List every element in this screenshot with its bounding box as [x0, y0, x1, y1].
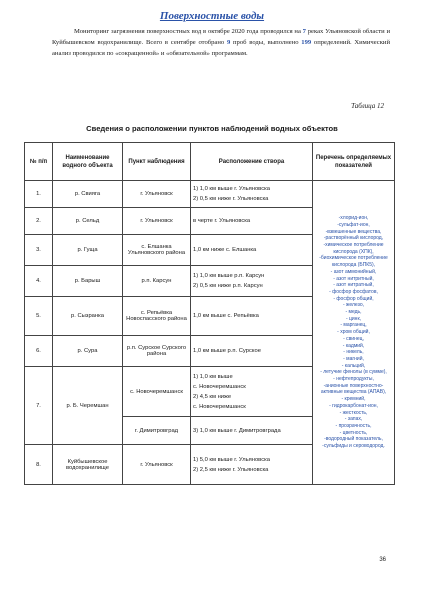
page-number: 36: [379, 557, 386, 563]
section-heading: Поверхностные воды: [159, 10, 265, 22]
indicator-item: -анионные поверхностно-активные вещества (АПАВ),: [320, 382, 387, 396]
table-title: Сведения о расположении пунктов наблюдений водных объектов: [86, 124, 338, 133]
observation-point: р.п. Карсун: [123, 266, 191, 297]
water-body: Куйбышевское водохранилище: [53, 445, 123, 485]
site-location: 3) 1,0 км выше г. Димитровграда: [191, 417, 313, 445]
water-body: р. Б. Черемшан: [53, 367, 123, 445]
indicator-item: - марганец,: [340, 322, 367, 329]
site-location: 1) 1,0 км выше р.п. Карсун 2) 0,5 км ниже р.п. Карсун: [191, 266, 313, 297]
indicator-item: - жесткость,: [339, 409, 368, 416]
samples-count: 9: [226, 39, 231, 47]
rivers-count: 7: [302, 28, 306, 35]
water-body: р. Сельд: [53, 208, 123, 235]
site-location: 1,0 км выше с. Репьёвка: [191, 297, 313, 336]
indicator-item: - хром общий,: [337, 329, 370, 336]
col-header-indicators: Перечень определяемых показателей: [313, 143, 395, 181]
indicator-item: - кремний,: [341, 396, 366, 403]
indicator-item: -растворённый кислород,: [323, 235, 384, 242]
observation-points-table: [24, 142, 395, 485]
indicator-item: - азот аммонийный,: [330, 268, 377, 275]
row-number: 2.: [25, 208, 53, 235]
indicator-item: - никель,: [343, 349, 364, 356]
observation-point: с. Елшанка Ульяновского района: [123, 235, 191, 266]
water-body: р. Сура: [53, 336, 123, 367]
indicator-item: -биохимическое потребление кислорода (БПК5),: [319, 255, 388, 269]
indicator-item: -хлорид-ион,: [338, 215, 369, 222]
indicator-item: - магний,: [343, 355, 364, 362]
indicator-item: - фосфор фосфатов,: [329, 288, 378, 295]
indicator-item: - азот нитратный,: [333, 282, 374, 289]
col-header-num: № п/п: [25, 143, 53, 181]
indicator-item: - прозрачность,: [335, 422, 372, 429]
site-location: в черте г. Ульяновска: [191, 208, 313, 235]
indicator-item: - гидрокарбонат-ион,: [329, 402, 378, 409]
site-location: 1) 1,0 км выше г. Ульяновска 2) 0,5 км ниже г. Ульяновска: [191, 181, 313, 208]
observation-point: с. Репьёвка Новоспасского района: [123, 297, 191, 336]
indicators-list: [313, 181, 395, 485]
indicator-item: - медь,: [345, 309, 362, 316]
table-row: [25, 181, 395, 208]
row-number: 4.: [25, 266, 53, 297]
row-number: 5.: [25, 297, 53, 336]
row-number: 6.: [25, 336, 53, 367]
water-body: р. Свияга: [53, 181, 123, 208]
site-location: 1) 1,0 км выше с. Новочеремшанск 2) 4,5 км ниже с. Новочеремшанск: [191, 367, 313, 417]
col-header-site: Расположение створа: [191, 143, 313, 181]
indicator-item: - кадмий,: [342, 342, 365, 349]
row-number: 8.: [25, 445, 53, 485]
determinations-count: 199: [301, 39, 312, 47]
row-number: 1.: [25, 181, 53, 208]
site-location: 1,0 км выше р.п. Сурское: [191, 336, 313, 367]
indicator-item: - цветность,: [339, 429, 368, 436]
indicator-item: -водородный показатель,: [324, 436, 383, 443]
indicator-item: - железо,: [342, 302, 364, 309]
indicator-item: -взвешенные вещества,: [325, 228, 382, 235]
site-location: 1) 5,0 км выше г. Ульяновска 2) 2,5 км ниже г. Ульяновска: [191, 445, 313, 485]
water-body: р. Гуща: [53, 235, 123, 266]
intro-paragraph: Мониторинг загрязнения поверхностных вод в октябре 2020 года проводился на 7 реках Ульяновской области и Куйбышевском водохранилище. Всего в сентябре отобрано 9 проб воды, выполнено 199 определений. Химический анализ проводился по «сокращенной» и «обязательной» программам.: [52, 28, 390, 58]
table-label: Таблица 12: [351, 102, 384, 110]
col-header-point: Пункт наблюдения: [123, 143, 191, 181]
water-body: р. Сызранка: [53, 297, 123, 336]
col-header-water-body: Наименование водного объекта: [53, 143, 123, 181]
water-body: р. Барыш: [53, 266, 123, 297]
observation-point: с. Новочеремшанск: [123, 367, 191, 417]
observation-point: г. Ульяновск: [123, 208, 191, 235]
indicator-item: - азот нитритный,: [333, 275, 374, 282]
indicator-item: - фосфор общий,: [333, 295, 374, 302]
indicator-item: -химическое потребление кислорода (ХПК),: [323, 242, 384, 255]
indicator-item: - летучие фенолы (в сумме),: [320, 369, 387, 376]
observation-point: г. Ульяновск: [123, 181, 191, 208]
indicator-item: - свинец,: [343, 335, 364, 342]
indicator-item: -сульфат-ион,: [337, 221, 370, 228]
indicator-item: - нефтепродукты,: [333, 376, 374, 383]
observation-point: г. Ульяновск: [123, 445, 191, 485]
row-number: 3.: [25, 235, 53, 266]
indicator-item: - цинк,: [345, 315, 362, 322]
observation-point: г. Димитровград: [123, 417, 191, 445]
observation-point: р.п. Сурское Сурского района: [123, 336, 191, 367]
indicator-item: -сульфиды и сероводород.: [322, 443, 385, 450]
indicator-item: - кальций,: [341, 362, 366, 369]
site-location: 1,0 км ниже с. Елшанка: [191, 235, 313, 266]
row-number: 7.: [25, 367, 53, 445]
indicator-item: - запах,: [344, 416, 363, 423]
